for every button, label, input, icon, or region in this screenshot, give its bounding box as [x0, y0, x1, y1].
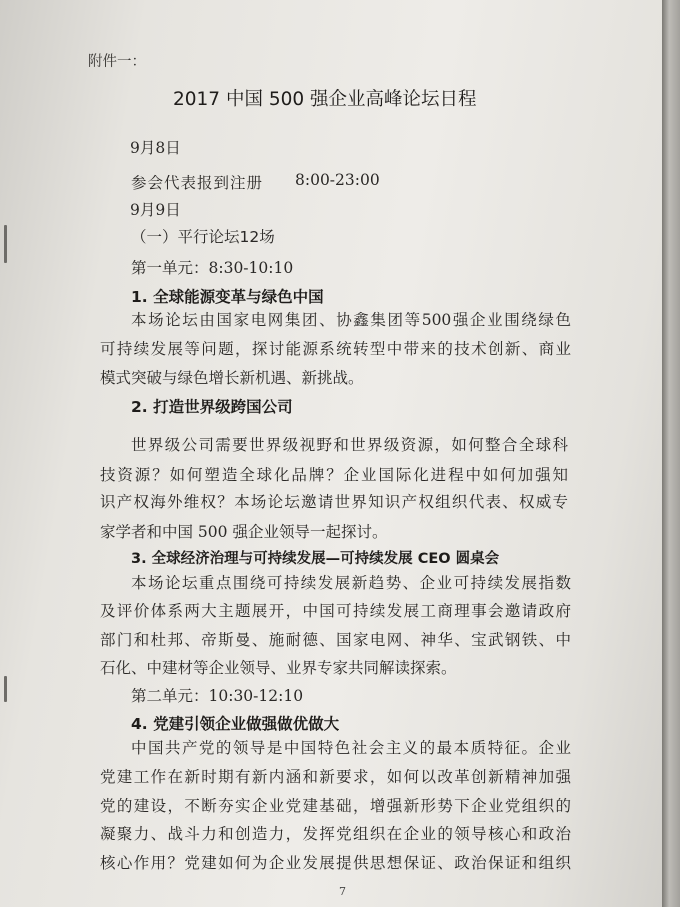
page-title: 2017 中国 500 强企业高峰论坛日程: [173, 89, 477, 110]
page-number: 7: [339, 885, 346, 898]
forum-3-line: 部门和杜邦、帝斯曼、施耐德、国家电网、神华、宝武钢铁、中: [100, 631, 571, 649]
forum-4-line: 中国共产党的领导是中国特色社会主义的最本质特征。企业: [131, 739, 571, 757]
forum-4-heading: 4. 党建引领企业做强做优做大: [131, 715, 340, 733]
forum-4-line: 党建工作在新时期有新内涵和新要求，如何以改革创新精神加强: [100, 768, 571, 786]
section-heading: （一）平行论坛12场: [131, 228, 275, 246]
unit2-label: 第二单元：10:30-12:10: [131, 687, 304, 705]
forum-4-line: 凝聚力、战斗力和创造力，发挥党组织在企业的领导核心和政治: [100, 825, 571, 843]
forum-2-line: 家学者和中国 500 强企业领导一起探讨。: [100, 523, 388, 541]
unit1-label: 第一单元：8:30-10:10: [131, 259, 294, 277]
forum-1-line: 模式突破与绿色增长新机遇、新挑战。: [100, 369, 364, 387]
binding-mark: [4, 676, 7, 702]
book-edge: [662, 0, 680, 907]
forum-3-line: 及评价体系两大主题展开，中国可持续发展工商理事会邀请政府: [100, 602, 571, 620]
day2-date: 9月9日: [130, 201, 181, 219]
forum-3-heading: 3. 全球经济治理与可持续发展—可持续发展 CEO 圆桌会: [131, 551, 500, 567]
binding-mark: [4, 225, 7, 263]
forum-3-line: 石化、中建材等企业领导、业界专家共同解读探索。: [100, 659, 457, 677]
forum-2-heading: 2. 打造世界级跨国公司: [131, 398, 293, 416]
forum-1-line: 本场论坛由国家电网集团、协鑫集团等500强企业围绕绿色: [131, 311, 571, 329]
registration-time: 8:00-23:00: [295, 171, 380, 189]
forum-2-line: 识产权海外维权？本场论坛邀请世界知识产权组织代表、权威专: [100, 493, 568, 511]
registration-label: 参会代表报到注册: [131, 174, 264, 192]
forum-4-line: 核心作用？党建如何为企业发展提供思想保证、政治保证和组织: [100, 854, 571, 872]
day1-date: 9月8日: [130, 139, 181, 157]
forum-1-heading: 1. 全球能源变革与绿色中国: [131, 288, 324, 306]
forum-3-line: 本场论坛重点围绕可持续发展新趋势、企业可持续发展指数: [131, 574, 571, 592]
attachment-label: 附件一：: [88, 54, 146, 70]
forum-4-line: 党的建设，不断夯实企业党建基础，增强新形势下企业党组织的: [100, 797, 571, 815]
forum-2-line: 世界级公司需要世界级视野和世界级资源，如何整合全球科: [131, 436, 568, 454]
forum-1-line: 可持续发展等问题，探讨能源系统转型中带来的技术创新、商业: [100, 340, 571, 358]
forum-2-line: 技资源？如何塑造全球化品牌？企业国际化进程中如何加强知: [100, 466, 568, 484]
